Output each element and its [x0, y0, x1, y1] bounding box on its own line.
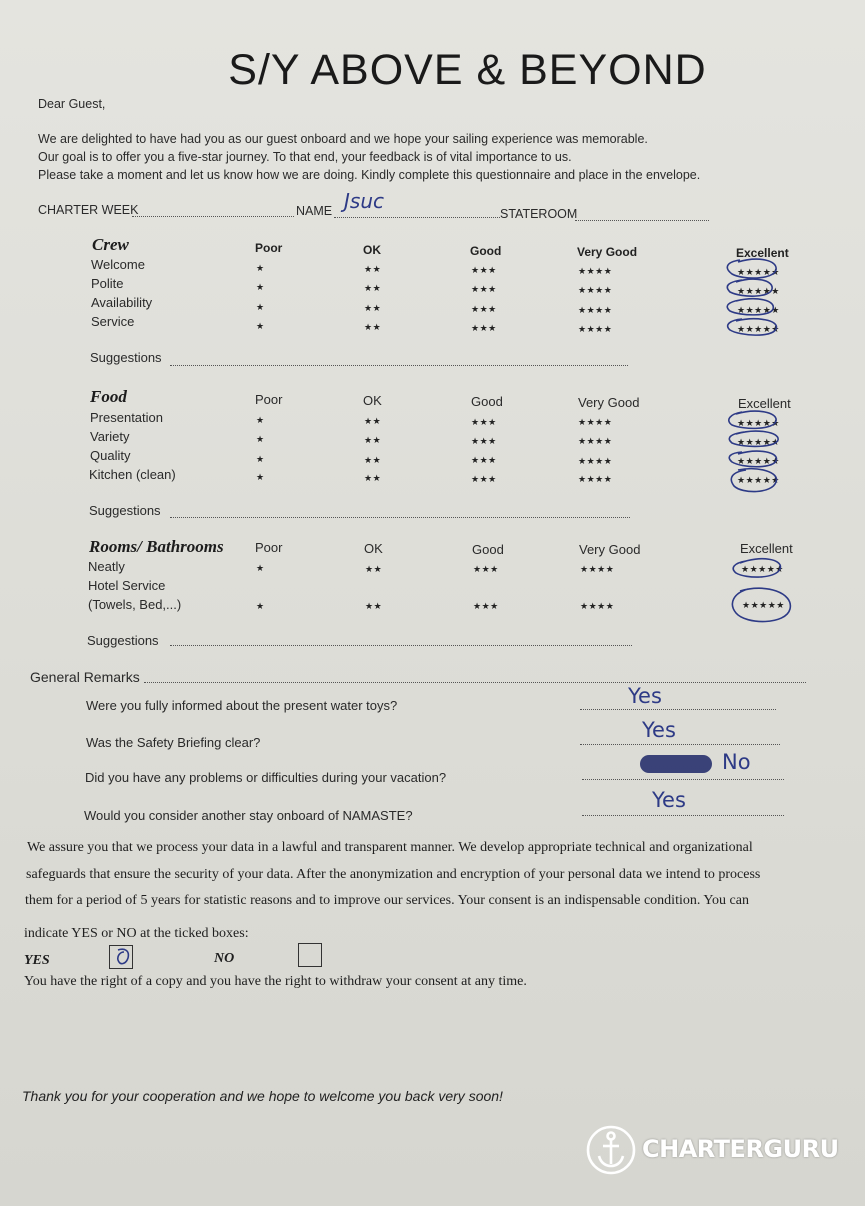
food-variety-verygood[interactable]: ★★★★ [578, 436, 613, 446]
tick-mark-icon [110, 942, 138, 970]
question-water-toys: Were you fully informed about the present water toys? [86, 698, 398, 713]
answer-another-stay: Yes [652, 788, 686, 812]
rooms-item-towels: (Towels, Bed,...) [88, 597, 182, 612]
crew-col-ok: OK [363, 243, 381, 257]
food-col-ok: OK [363, 393, 382, 408]
crew-suggestions-line[interactable] [170, 365, 628, 366]
food-item-variety: Variety [90, 429, 130, 444]
rooms-item-neatly: Neatly [88, 559, 125, 574]
rooms-excellent-circles [726, 553, 798, 629]
food-presentation-excellent[interactable]: ★★★★★ [737, 418, 780, 428]
stateroom-line[interactable] [575, 220, 709, 221]
food-presentation-poor[interactable]: ★ [256, 415, 265, 425]
crew-suggestions-label: Suggestions [90, 350, 162, 365]
question-another-stay: Would you consider another stay onboard of NAMASTE? [84, 808, 413, 823]
answer-problems: No [722, 750, 751, 774]
crew-col-excellent: Excellent [736, 246, 789, 260]
crew-polite-excellent[interactable]: ★★★★★ [737, 286, 780, 296]
crew-availability-good[interactable]: ★★★ [471, 304, 497, 314]
food-suggestions-line[interactable] [170, 517, 630, 518]
crew-welcome-poor[interactable]: ★ [256, 263, 265, 273]
food-suggestions-label: Suggestions [89, 503, 161, 518]
crew-service-good[interactable]: ★★★ [471, 323, 497, 333]
rooms-neatly-good[interactable]: ★★★ [473, 564, 499, 574]
rooms-towels-ok[interactable]: ★★ [365, 601, 383, 611]
food-col-verygood: Very Good [578, 395, 640, 410]
crew-item-polite: Polite [91, 276, 124, 291]
rooms-item-hotel-service: Hotel Service [88, 578, 166, 593]
question-safety-briefing: Was the Safety Briefing clear? [86, 735, 261, 750]
answer-line-another-stay[interactable] [582, 815, 784, 816]
crew-col-verygood: Very Good [577, 245, 638, 259]
rights-text: You have the right of a copy and you have the right to withdraw your consent at any time. [24, 974, 527, 989]
crew-service-excellent[interactable]: ★★★★★ [737, 324, 780, 334]
food-col-good: Good [471, 394, 503, 409]
no-label: NO [214, 951, 235, 966]
food-quality-verygood[interactable]: ★★★★ [578, 456, 613, 466]
logo-text: CHARTERGURU [642, 1135, 839, 1163]
rooms-towels-good[interactable]: ★★★ [473, 601, 499, 611]
food-kitchen-good[interactable]: ★★★ [471, 474, 497, 484]
answer-line-water-toys[interactable] [580, 709, 776, 710]
crew-polite-verygood[interactable]: ★★★★ [578, 285, 613, 295]
privacy-line-1: We assure you that we process your data in a lawful and transparent manner. We develop appropriate technical and organizational [27, 840, 753, 855]
rooms-neatly-poor[interactable]: ★ [256, 563, 265, 573]
food-variety-excellent[interactable]: ★★★★★ [737, 437, 780, 447]
food-item-kitchen: Kitchen (clean) [89, 467, 176, 482]
food-kitchen-excellent[interactable]: ★★★★★ [737, 475, 780, 485]
scribble-mark [640, 755, 712, 773]
food-quality-ok[interactable]: ★★ [364, 455, 382, 465]
crew-col-poor: Poor [255, 241, 283, 255]
privacy-line-3: them for a period of 5 years for statistic reasons and to improve our services. Your consent is an indispensable condition. You can [25, 893, 749, 908]
crew-welcome-verygood[interactable]: ★★★★ [578, 266, 613, 276]
question-problems: Did you have any problems or difficulties during your vacation? [85, 770, 447, 785]
food-presentation-good[interactable]: ★★★ [471, 417, 497, 427]
crew-availability-excellent[interactable]: ★★★★★ [737, 305, 780, 315]
food-presentation-verygood[interactable]: ★★★★ [578, 417, 613, 427]
answer-safety-briefing: Yes [642, 718, 676, 742]
food-kitchen-ok[interactable]: ★★ [364, 473, 382, 483]
intro-line-1: We are delighted to have had you as our guest onboard and we hope your sailing experience was memorable. [38, 132, 648, 146]
section-food-title: Food [90, 387, 127, 406]
crew-item-availability: Availability [91, 295, 153, 310]
charter-week-label: CHARTER WEEK [38, 203, 139, 217]
crew-service-ok[interactable]: ★★ [364, 322, 382, 332]
crew-availability-verygood[interactable]: ★★★★ [578, 305, 613, 315]
general-remarks-line[interactable] [144, 682, 806, 683]
crew-welcome-excellent[interactable]: ★★★★★ [737, 267, 780, 277]
crew-polite-good[interactable]: ★★★ [471, 284, 497, 294]
page-title: S/Y ABOVE & BEYOND [228, 46, 707, 94]
crew-availability-poor[interactable]: ★ [256, 302, 265, 312]
food-variety-good[interactable]: ★★★ [471, 436, 497, 446]
rooms-towels-poor[interactable]: ★ [256, 601, 265, 611]
crew-welcome-good[interactable]: ★★★ [471, 265, 497, 275]
crew-polite-poor[interactable]: ★ [256, 282, 265, 292]
answer-water-toys: Yes [628, 684, 662, 708]
crew-item-service: Service [91, 314, 135, 329]
crew-col-good: Good [470, 244, 502, 258]
privacy-line-4: indicate YES or NO at the ticked boxes: [24, 926, 249, 941]
answer-line-problems[interactable] [582, 779, 784, 780]
crew-polite-ok[interactable]: ★★ [364, 283, 382, 293]
stateroom-label: STATEROOM [500, 207, 578, 221]
greeting: Dear Guest, [38, 97, 106, 111]
crew-excellent-circles [718, 254, 788, 344]
rooms-towels-verygood[interactable]: ★★★★ [580, 601, 615, 611]
rooms-col-poor: Poor [255, 540, 283, 555]
consent-no-checkbox[interactable] [298, 943, 322, 967]
rooms-col-excellent: Excellent [740, 541, 793, 556]
food-item-quality: Quality [90, 448, 131, 463]
privacy-line-2: safeguards that ensure the security of your data. After the anonymization and encryption of your personal data we intend to process [26, 867, 761, 882]
crew-item-welcome: Welcome [91, 257, 145, 272]
food-kitchen-poor[interactable]: ★ [256, 472, 265, 482]
rooms-towels-excellent[interactable]: ★★★★★ [742, 600, 785, 610]
food-variety-ok[interactable]: ★★ [364, 435, 382, 445]
answer-line-safety-briefing[interactable] [580, 744, 780, 745]
crew-welcome-ok[interactable]: ★★ [364, 264, 382, 274]
food-presentation-ok[interactable]: ★★ [364, 416, 382, 426]
rooms-suggestions-label: Suggestions [87, 633, 159, 648]
general-remarks-label: General Remarks [30, 669, 140, 685]
food-quality-poor[interactable]: ★ [256, 454, 265, 464]
closing-text: Thank you for your cooperation and we hope to welcome you back very soon! [22, 1088, 503, 1104]
rooms-neatly-ok[interactable]: ★★ [365, 564, 383, 574]
yes-label: YES [24, 953, 50, 968]
food-col-poor: Poor [255, 392, 283, 407]
rooms-col-ok: OK [364, 541, 383, 556]
name-handwritten: Jsuc [344, 189, 384, 213]
rooms-suggestions-line[interactable] [170, 645, 632, 646]
rooms-col-good: Good [472, 542, 504, 557]
food-item-presentation: Presentation [90, 410, 163, 425]
crew-service-verygood[interactable]: ★★★★ [578, 324, 613, 334]
food-col-excellent: Excellent [738, 396, 791, 411]
food-quality-good[interactable]: ★★★ [471, 455, 497, 465]
intro-line-3: Please take a moment and let us know how we are doing. Kindly complete this questionnaire and place in the envelope. [38, 168, 701, 182]
food-quality-excellent[interactable]: ★★★★★ [737, 456, 780, 466]
name-line[interactable] [334, 217, 500, 218]
crew-availability-ok[interactable]: ★★ [364, 303, 382, 313]
food-excellent-circles [720, 406, 790, 498]
name-label: NAME [296, 204, 333, 218]
section-crew-title: Crew [92, 235, 129, 254]
intro-line-2: Our goal is to offer you a five-star journey. To that end, your feedback is of vital importance to us. [38, 150, 572, 164]
food-variety-poor[interactable]: ★ [256, 434, 265, 444]
food-kitchen-verygood[interactable]: ★★★★ [578, 474, 613, 484]
section-rooms-title: Rooms/ Bathrooms [89, 537, 224, 556]
rooms-neatly-excellent[interactable]: ★★★★★ [741, 564, 784, 574]
rooms-neatly-verygood[interactable]: ★★★★ [580, 564, 615, 574]
anchor-icon [585, 1124, 637, 1176]
rooms-col-verygood: Very Good [579, 542, 641, 557]
crew-service-poor[interactable]: ★ [256, 321, 265, 331]
charter-week-line[interactable] [132, 216, 294, 217]
